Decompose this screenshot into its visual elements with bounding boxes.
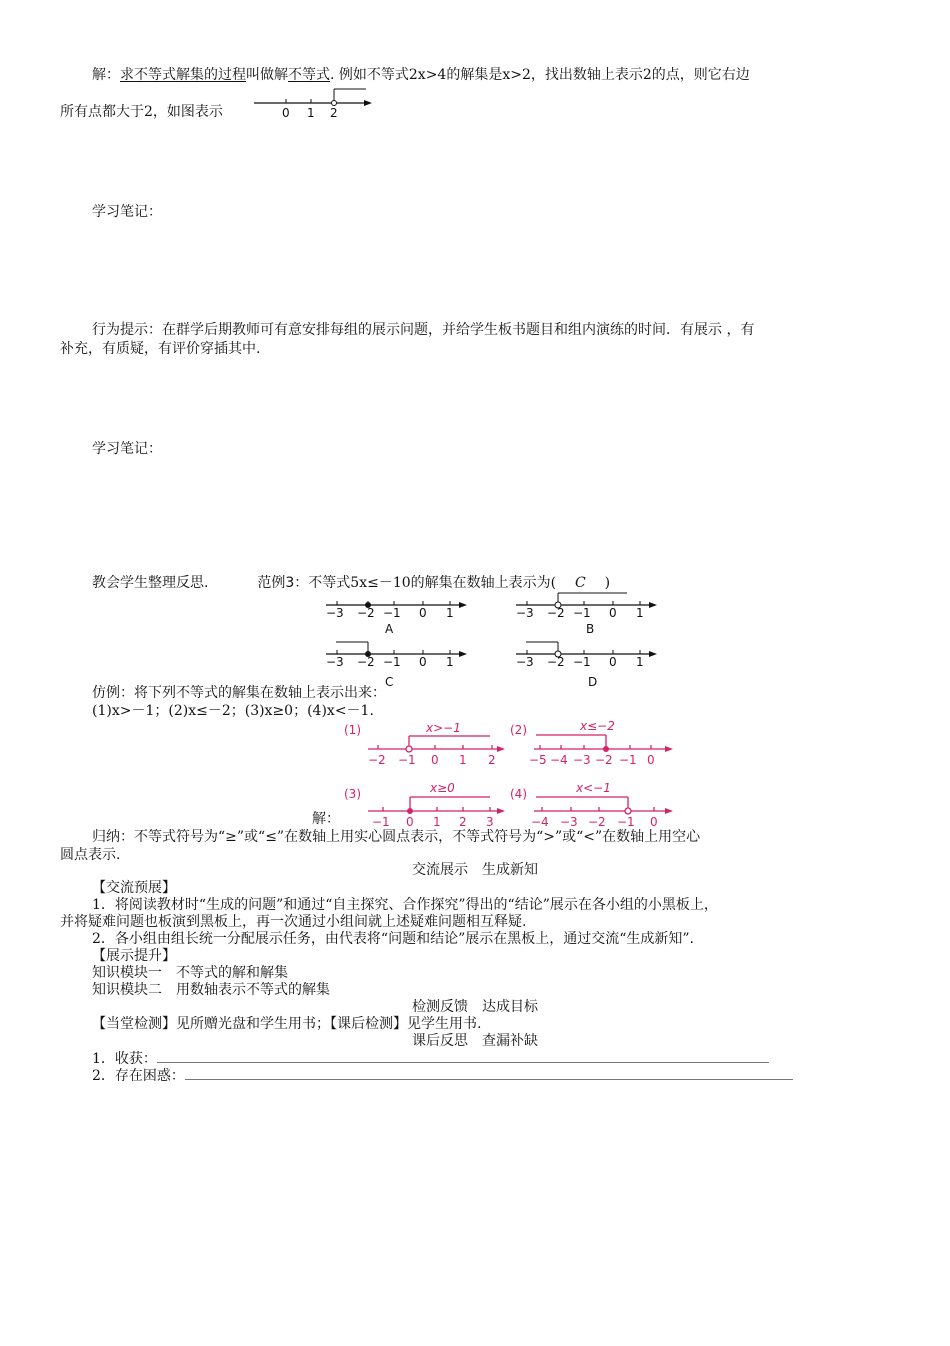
graph-1-label: x>−1 [426,721,461,735]
example3-label: 范例3： [257,575,309,591]
graph-2-tick: −2 [595,753,613,767]
graph-3-tick: 0 [406,815,414,829]
option-d-tick-label: −3 [516,655,534,669]
graph-3-tick: 2 [459,815,467,829]
option-c-number-line [322,638,472,688]
improve-module-1: 知识模块一 不等式的解和解集 [92,965,288,981]
study-notes-2: 学习笔记： [92,441,162,457]
imitation-items: (1)x>－1；(2)x≤－2；(3)x≥0；(4)x<－1. [92,703,374,719]
option-c-tick-label: −1 [383,655,401,669]
graph-3-tick: 1 [433,815,441,829]
intro-definition: 求不等式解集的过程 [120,67,246,83]
option-c-tick-label: 0 [419,655,427,669]
option-c-tick-label: −2 [357,655,375,669]
graph-1-tick: 1 [459,753,467,767]
option-d-number-line [512,638,662,688]
option-a-tick-label: −1 [383,606,401,620]
option-a-label: A [385,622,394,636]
example3-close: ) [604,575,611,591]
intro-number-line [250,86,375,122]
example3-left: 教会学生整理反思. [92,575,209,591]
check-line: 【当堂检测】见所赠光盘和学生用书；【课后检测】见学生用书. [92,1016,482,1032]
behavior-line-2: 补充，有质疑，有评价穿插其中. [60,341,261,357]
graph-4-tick: −4 [531,815,549,829]
preview-p1-line-1: 1．将阅读教材时“生成的问题”和通过“自主探究、合作探究”得出的“结论”展示在各小组的小黑板上， [92,897,718,913]
graph-1-tick: 0 [431,753,439,767]
graph-4-number: (4) [510,787,527,801]
option-d-tick-label: −1 [573,655,591,669]
graph-1-number: (1) [344,723,361,737]
graph-2-tick: 0 [647,753,655,767]
reflect-confusion-label: 2．存在困惑： [92,1068,185,1084]
section-check-heading: 检测反馈 达成目标 [412,999,538,1015]
intro-axis-label: 2 [330,106,338,120]
example3-question: 不等式5x≤－10的解集在数轴上表示为( [308,575,557,591]
option-c-tick-label: 1 [446,655,454,669]
graph-2-tick: −5 [529,753,547,767]
graph-3-tick: −1 [372,815,390,829]
intro-axis-label: 0 [282,106,290,120]
graph-3-number: (3) [344,787,361,801]
option-d-tick-label: 0 [609,655,617,669]
graph-3-label: x≥0 [430,781,455,795]
option-c-label: C [385,675,394,689]
option-b-tick-label: −1 [573,606,591,620]
behavior-line-1: 行为提示：在群学后期教师可有意安排每组的展示问题，并给学生板书题目和组内演练的时间．有展示 ，有 [92,322,755,338]
intro-term: 不等式 [288,67,330,83]
graph-4-label: x<−1 [576,781,611,795]
intro-line-1 [92,66,750,84]
option-b-number-line [512,589,662,637]
imitation-graphs [340,716,680,828]
preview-p1-line-2: 并将疑难问题也板演到黑板上，再一次通过小组间就上述疑难问题相互释疑. [60,914,527,930]
option-b-tick-label: 0 [609,606,617,620]
gain-blank[interactable] [157,1049,769,1063]
graph-1-tick: −1 [398,753,416,767]
reflect-gain-label: 1．收获： [92,1051,157,1067]
option-a-number-line [322,595,472,637]
intro-prefix: 解： [92,67,120,83]
imitation-title: 仿例：将下列不等式的解集在数轴上表示出来： [92,685,386,701]
graph-1-tick: 2 [488,753,496,767]
graph-1-tick: −2 [368,753,386,767]
option-a-tick-label: −3 [326,606,344,620]
option-a-tick-label: 0 [419,606,427,620]
section-reflect-heading: 课后反思 查漏补缺 [412,1033,538,1049]
graph-2-tick: −1 [619,753,637,767]
graph-2-number: (2) [510,723,527,737]
intro-axis-label: 1 [307,106,315,120]
study-notes-1: 学习笔记： [92,204,162,220]
graph-4-tick: −2 [588,815,606,829]
graph-4-tick: 0 [650,815,658,829]
option-b-tick-label: 1 [636,606,644,620]
option-d-tick-label: −2 [547,655,565,669]
intro-line-2: 所有点都大于2，如图表示 [60,104,223,120]
preview-p2: 2．各小组由组长统一分配展示任务，由代表将“问题和结论”展示在黑板上，通过交流“生成新知”. [92,931,694,947]
improve-module-2: 知识模块二 用数轴表示不等式的解集 [92,982,330,998]
intro-rest: . 例如不等式2x>4的解集是x>2，找出数轴上表示2的点，则它右边 [330,67,750,83]
example3-answer: C [575,575,586,591]
graph-4-tick: −1 [617,815,635,829]
graph-4-tick: −3 [560,815,578,829]
graph-2-tick: −4 [550,753,568,767]
reflect-confusion [92,1066,793,1085]
confusion-blank[interactable] [185,1066,793,1080]
option-d-tick-label: 1 [636,655,644,669]
option-c-tick-label: −3 [326,655,344,669]
option-b-tick-label: −3 [516,606,534,620]
improve-title: 【展示提升】 [92,948,176,964]
solution-label: 解： [312,811,340,827]
option-a-tick-label: 1 [446,606,454,620]
graph-2-label: x≤−2 [580,719,615,733]
summary-line-2: 圆点表示. [60,847,121,863]
graph-2-tick: −3 [573,753,591,767]
intro-mid: 叫做解 [246,67,288,83]
summary-line-1: 归纳：不等式符号为“≥”或“≤”在数轴上用实心圆点表示，不等式符号为“>”或“<”在数轴上用空心 [92,829,701,845]
option-b-label: B [586,622,595,636]
option-b-tick-label: −2 [547,606,565,620]
option-a-tick-label: −2 [357,606,375,620]
preview-title: 【交流预展】 [92,880,176,896]
section-exchange-heading: 交流展示 生成新知 [412,862,538,878]
graph-3-tick: 3 [486,815,494,829]
option-d-label: D [588,675,598,689]
